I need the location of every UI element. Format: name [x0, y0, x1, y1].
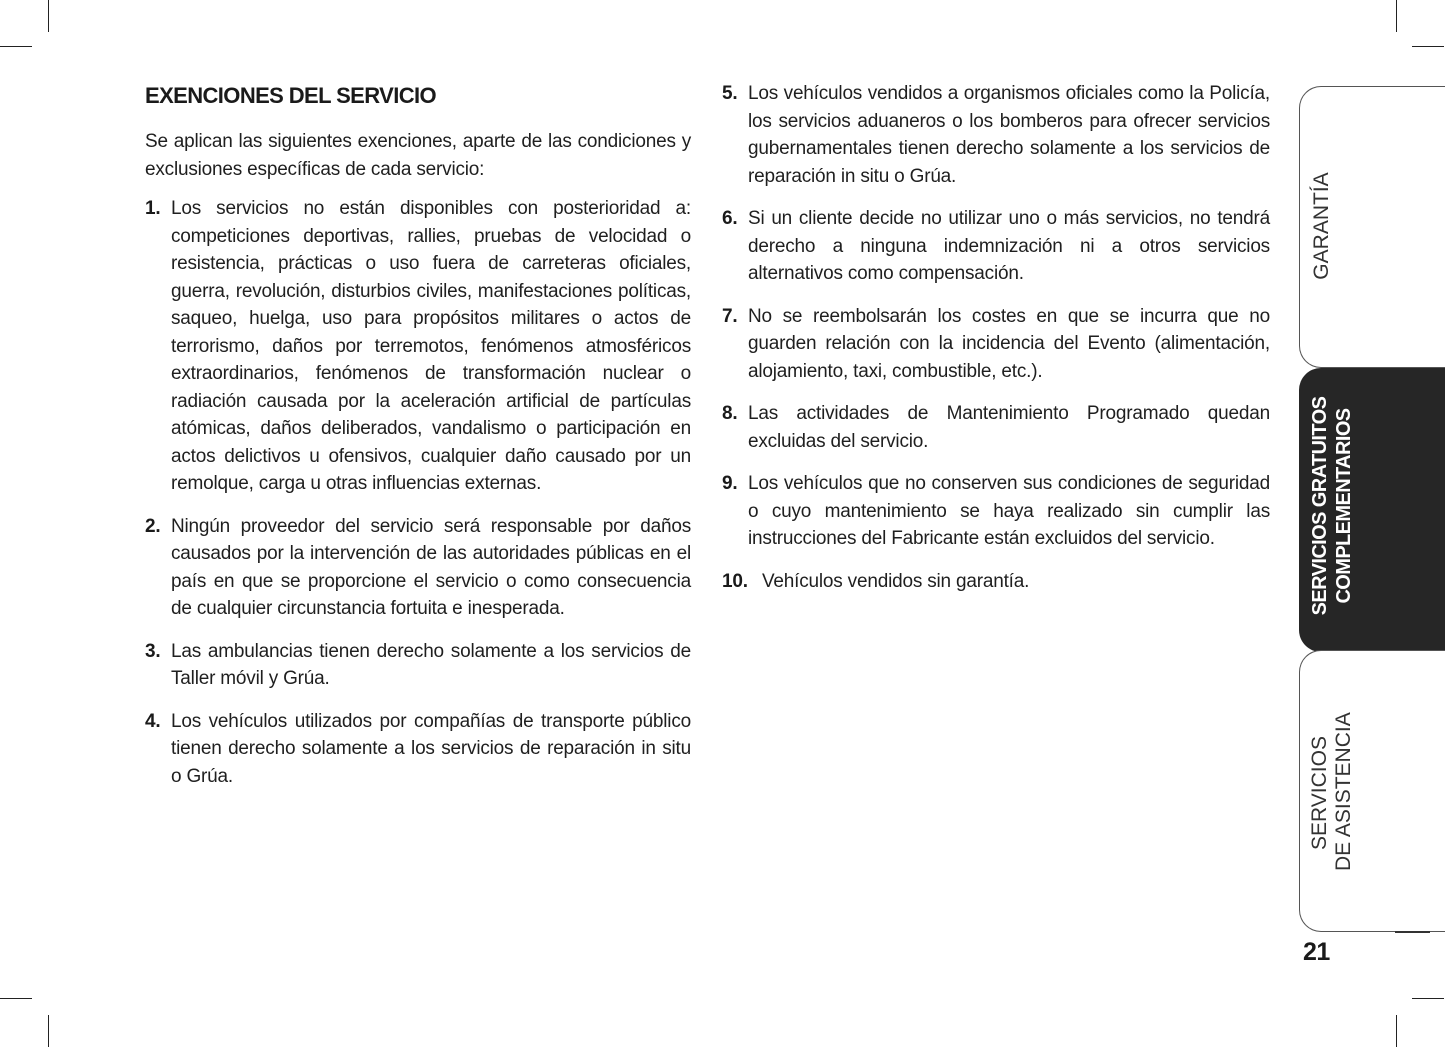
item-number: 5. [722, 83, 738, 104]
tab-servicios-gratuitos-line2: COMPLEMENTARIOS [1333, 408, 1355, 604]
crop-mark [1412, 998, 1444, 999]
tab-label [1308, 712, 1356, 871]
crop-mark [0, 46, 32, 47]
item-number: 3. [145, 640, 161, 662]
page-number: 21 [1303, 938, 1330, 966]
list-item [145, 195, 691, 498]
item-number: 4. [145, 710, 161, 732]
tab-servicios-gratuitos[interactable] [1299, 368, 1445, 652]
list-item [145, 513, 691, 623]
item-number: 9. [722, 473, 738, 494]
list-item [722, 400, 1270, 455]
list-item [722, 303, 1270, 386]
list-item [722, 470, 1270, 553]
list-item [722, 80, 1270, 190]
tab-label-wrapper [1300, 87, 1445, 367]
tab-label [1310, 171, 1334, 281]
item-number: 7. [722, 305, 738, 327]
item-text: Los vehículos vendidos a organismos oficiales como la Policía, los servicios aduaneros o los bomberos para ofrecer servicios gubernamentales tienen derecho solamente a los servicios de reparación in situ o Grúa. [748, 83, 1270, 187]
crop-mark [1412, 46, 1444, 47]
item-number: 10. [722, 570, 748, 592]
item-text: Las ambulancias tienen derecho solamente a los servicios de Taller móvil y Grúa. [171, 640, 691, 689]
item-text: Las actividades de Mantenimiento Programado quedan excluidas del servicio. [748, 403, 1270, 452]
item-text: No se reembolsarán los costes en que se incurra que no guarden relación con la incidencia del Evento (alimentación, alojamiento, taxi, combustible, etc.). [748, 305, 1270, 382]
left-column [145, 80, 691, 805]
tab-servicios-gratuitos-line1: SERVICIOS GRATUITOS [1309, 396, 1331, 616]
tab-servicios-asistencia-line2: DE ASISTENCIA [1332, 712, 1355, 871]
item-number: 2. [145, 515, 161, 537]
item-text: Los servicios no están disponibles con posterioridad a: competiciones deportivas, rallies, pruebas de velocidad o resistencia, prácticas o uso fuera de carreteras oficiales, guerra, revolución, disturbios civiles, manifestaciones políticas, saqueo, huelga, uso para propósitos militares o actos de terrorismo, daños por terremotos, fenómenos atmosféricos extraordinarios, fenómenos de transformación nuclear o radiación causada por la aceleración artificial de partículas atómicas, daños deliberados, vandalismo o participación en actos delictivos u ofensivos, cualquier daño causado por un remolque, carga u otras influencias externas. [171, 198, 691, 494]
item-text: Si un cliente decide no utilizar uno o más servicios, no tendrá derecho a ninguna indemnización ni a otros servicios alternativos como compensación. [748, 208, 1270, 284]
crop-mark [48, 1015, 49, 1047]
list-item [722, 568, 1270, 596]
right-column [722, 80, 1270, 610]
item-text: Ningún proveedor del servicio será responsable por daños causados por la intervención de las autoridades públicas en el país en que se proporcione el servicio o como consecuencia de cualquier circunstancia fortuita e inesperada. [171, 515, 691, 619]
item-text: Los vehículos que no conserven sus condiciones de seguridad o cuyo mantenimiento se haya realizado sin cumplir las instrucciones del Fabricante están excluidos del servicio. [748, 473, 1270, 549]
intro-paragraph: Se aplican las siguientes exenciones, aparte de las condiciones y exclusiones específicas de cada servicio: [145, 131, 691, 180]
list-item [145, 638, 691, 693]
tab-label [1308, 391, 1356, 621]
list-item [722, 205, 1270, 288]
crop-mark [1396, 0, 1397, 32]
crop-mark [48, 0, 49, 32]
crop-mark [1396, 1015, 1397, 1047]
item-text: Vehículos vendidos sin garantía. [762, 570, 1030, 592]
item-number: 1. [145, 198, 161, 219]
tab-servicios-asistencia[interactable] [1299, 650, 1445, 932]
crop-mark [0, 998, 32, 999]
section-heading: EXENCIONES DEL SERVICIO [145, 83, 437, 108]
item-number: 8. [722, 403, 738, 424]
item-number: 6. [722, 208, 738, 229]
item-text: Los vehículos utilizados por compañías de transporte público tienen derecho solamente a los servicios de reparación in situ o Grúa. [171, 710, 691, 787]
list-item [145, 708, 691, 791]
tab-garantia[interactable] [1299, 86, 1445, 368]
tab-servicios-asistencia-line1: SERVICIOS [1308, 736, 1331, 850]
tab-label-wrapper [1300, 651, 1445, 931]
tab-label-wrapper [1300, 369, 1445, 651]
tab-divider-line [1395, 931, 1430, 933]
tab-garantia-label: GARANTÍA [1310, 172, 1333, 280]
